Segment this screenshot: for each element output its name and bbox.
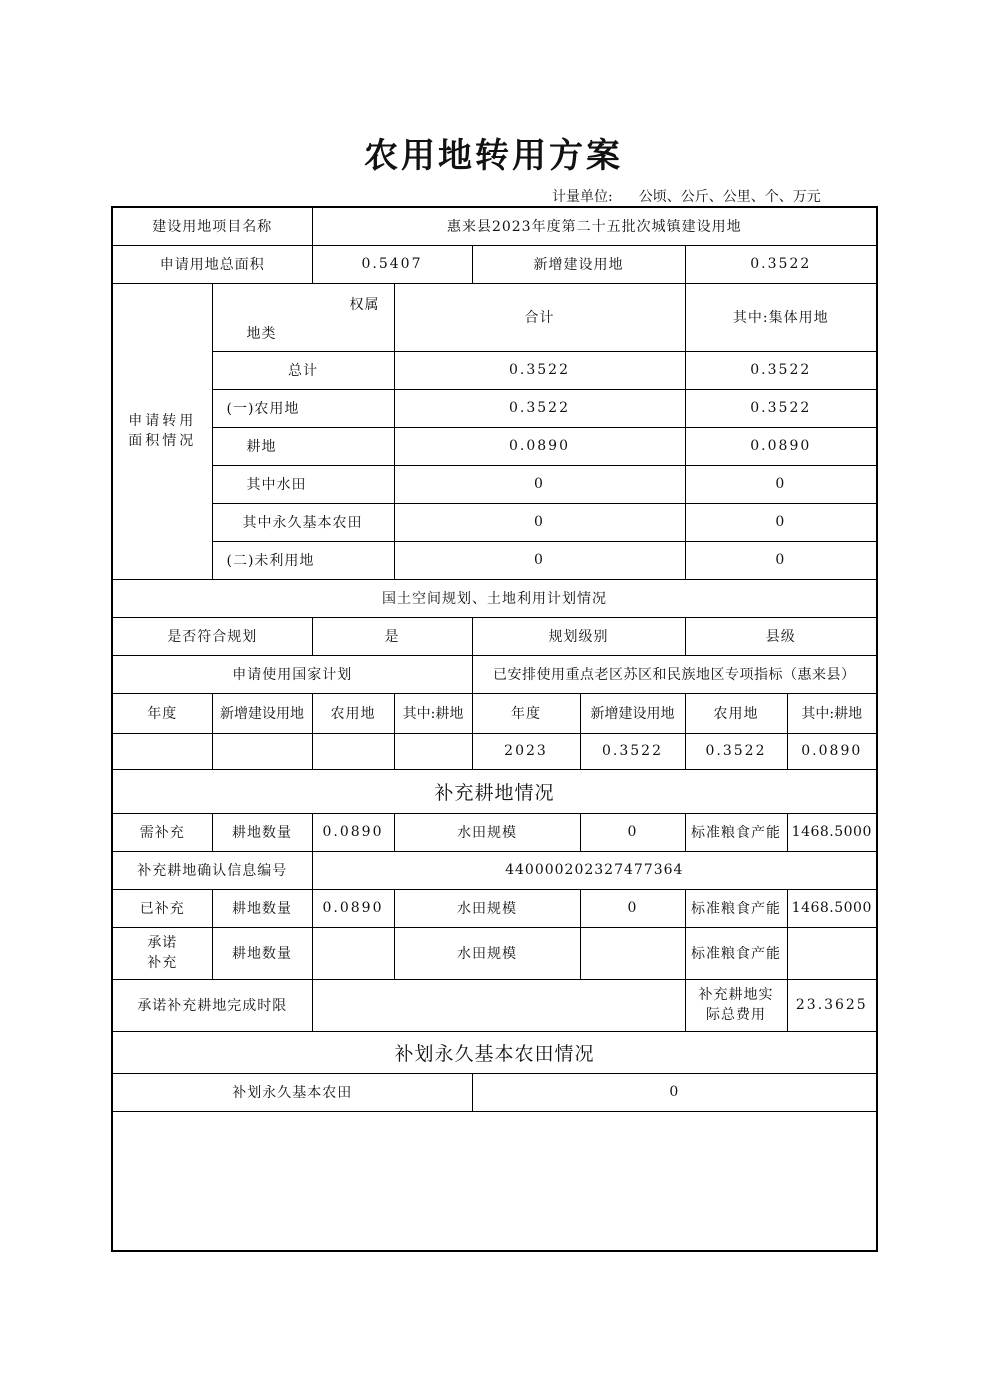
row-paddy-total: 0 — [394, 465, 685, 503]
row-total-total: 0.3522 — [394, 351, 685, 389]
row-permanent-collective: 0 — [685, 503, 877, 541]
promise-grain-label: 标准粮食产能 — [685, 927, 787, 979]
need-grain-label: 标准粮食产能 — [685, 813, 787, 851]
need-paddy-value: 0 — [580, 813, 685, 851]
project-name-label: 建设用地项目名称 — [112, 207, 312, 245]
owner-type-header — [212, 283, 394, 351]
promise-paddy-value — [580, 927, 685, 979]
total-area-value: 0.5407 — [312, 245, 472, 283]
row-agricultural-collective: 0.3522 — [685, 389, 877, 427]
plan-col-new-construction-1: 新增建设用地 — [212, 693, 312, 733]
done-grain-value: 1468.5000 — [787, 889, 877, 927]
plan-col-year-2: 年度 — [472, 693, 580, 733]
col-total-header: 合计 — [394, 283, 685, 351]
planning-section-title: 国土空间规划、土地利用计划情况 — [112, 579, 877, 617]
row-label-agricultural: (一)农用地 — [212, 389, 394, 427]
promise-qty-value — [312, 927, 394, 979]
need-grain-value: 1468.5000 — [787, 813, 877, 851]
done-paddy-label: 水田规模 — [394, 889, 580, 927]
farmland-label: 补划永久基本农田 — [112, 1073, 472, 1111]
row-agricultural-total: 0.3522 — [394, 389, 685, 427]
row-paddy-collective: 0 — [685, 465, 877, 503]
row-unused-collective: 0 — [685, 541, 877, 579]
unit-label: 计量单位: — [552, 189, 613, 205]
document-title: 农用地转用方案 — [364, 136, 623, 176]
remarks-area — [112, 1111, 877, 1251]
row-label-unused: (二)未利用地 — [212, 541, 394, 579]
national-year-value — [112, 733, 212, 769]
done-paddy-value: 0 — [580, 889, 685, 927]
row-unused-total: 0 — [394, 541, 685, 579]
plan-level-label: 规划级别 — [472, 617, 685, 655]
done-supplement-label: 已补充 — [112, 889, 212, 927]
need-qty-label: 耕地数量 — [212, 813, 312, 851]
owner-header-text: 权属 — [349, 296, 380, 313]
row-cultivated-total: 0.0890 — [394, 427, 685, 465]
plan-col-agricultural-1: 农用地 — [312, 693, 394, 733]
special-year-value: 2023 — [472, 733, 580, 769]
farmland-section-title: 补划永久基本农田情况 — [112, 1031, 877, 1073]
supplement-section-title: 补充耕地情况 — [112, 769, 877, 813]
plan-col-year-1: 年度 — [112, 693, 212, 733]
done-qty-label: 耕地数量 — [212, 889, 312, 927]
promise-paddy-label: 水田规模 — [394, 927, 580, 979]
deadline-label: 承诺补充耕地完成时限 — [112, 979, 312, 1031]
row-label-total: 总计 — [212, 351, 394, 389]
done-qty-value: 0.0890 — [312, 889, 394, 927]
project-name-value: 惠来县2023年度第二十五批次城镇建设用地 — [312, 207, 877, 245]
promise-qty-label: 耕地数量 — [212, 927, 312, 979]
conform-plan-label: 是否符合规划 — [112, 617, 312, 655]
plan-col-agricultural-2: 农用地 — [685, 693, 787, 733]
plan-level-value: 县级 — [685, 617, 877, 655]
row-cultivated-collective: 0.0890 — [685, 427, 877, 465]
unit-value: 公顷、公斤、公里、个、万元 — [638, 189, 821, 205]
row-label-paddy: 其中水田 — [212, 465, 394, 503]
need-supplement-label: 需补充 — [112, 813, 212, 851]
special-new-construction-value: 0.3522 — [580, 733, 685, 769]
row-total-collective: 0.3522 — [685, 351, 877, 389]
need-paddy-label: 水田规模 — [394, 813, 580, 851]
farmland-value: 0 — [472, 1073, 877, 1111]
actual-cost-value: 23.3625 — [787, 979, 877, 1031]
actual-cost-label: 补充耕地实际总费用 — [685, 979, 787, 1031]
row-permanent-total: 0 — [394, 503, 685, 541]
special-quota-label: 已安排使用重点老区苏区和民族地区专项指标（惠来县） — [472, 655, 877, 693]
new-construction-value: 0.3522 — [685, 245, 877, 283]
row-label-permanent: 其中永久基本农田 — [212, 503, 394, 541]
need-qty-value: 0.0890 — [312, 813, 394, 851]
unit-line — [552, 186, 821, 206]
plan-col-new-construction-2: 新增建设用地 — [580, 693, 685, 733]
conform-plan-value: 是 — [312, 617, 472, 655]
deadline-value — [312, 979, 685, 1031]
promise-grain-value — [787, 927, 877, 979]
confirm-number-value: 440000202327477364 — [312, 851, 877, 889]
special-agricultural-value: 0.3522 — [685, 733, 787, 769]
conversion-plan-table — [111, 206, 878, 1252]
row-label-cultivated: 耕地 — [212, 427, 394, 465]
new-construction-label: 新增建设用地 — [472, 245, 685, 283]
promise-supplement-label: 承诺补充 — [112, 927, 212, 979]
total-area-label: 申请用地总面积 — [112, 245, 312, 283]
plan-col-cultivated-1: 其中:耕地 — [394, 693, 472, 733]
col-collective-header: 其中:集体用地 — [685, 283, 877, 351]
plan-col-cultivated-2: 其中:耕地 — [787, 693, 877, 733]
national-new-construction-value — [212, 733, 312, 769]
conversion-section-label: 申请转用面积情况 — [112, 283, 212, 579]
confirm-number-label: 补充耕地确认信息编号 — [112, 851, 312, 889]
done-grain-label: 标准粮食产能 — [685, 889, 787, 927]
national-agricultural-value — [312, 733, 394, 769]
type-header-text: 地类 — [246, 325, 277, 342]
national-plan-label: 申请使用国家计划 — [112, 655, 472, 693]
special-cultivated-value: 0.0890 — [787, 733, 877, 769]
national-cultivated-value — [394, 733, 472, 769]
